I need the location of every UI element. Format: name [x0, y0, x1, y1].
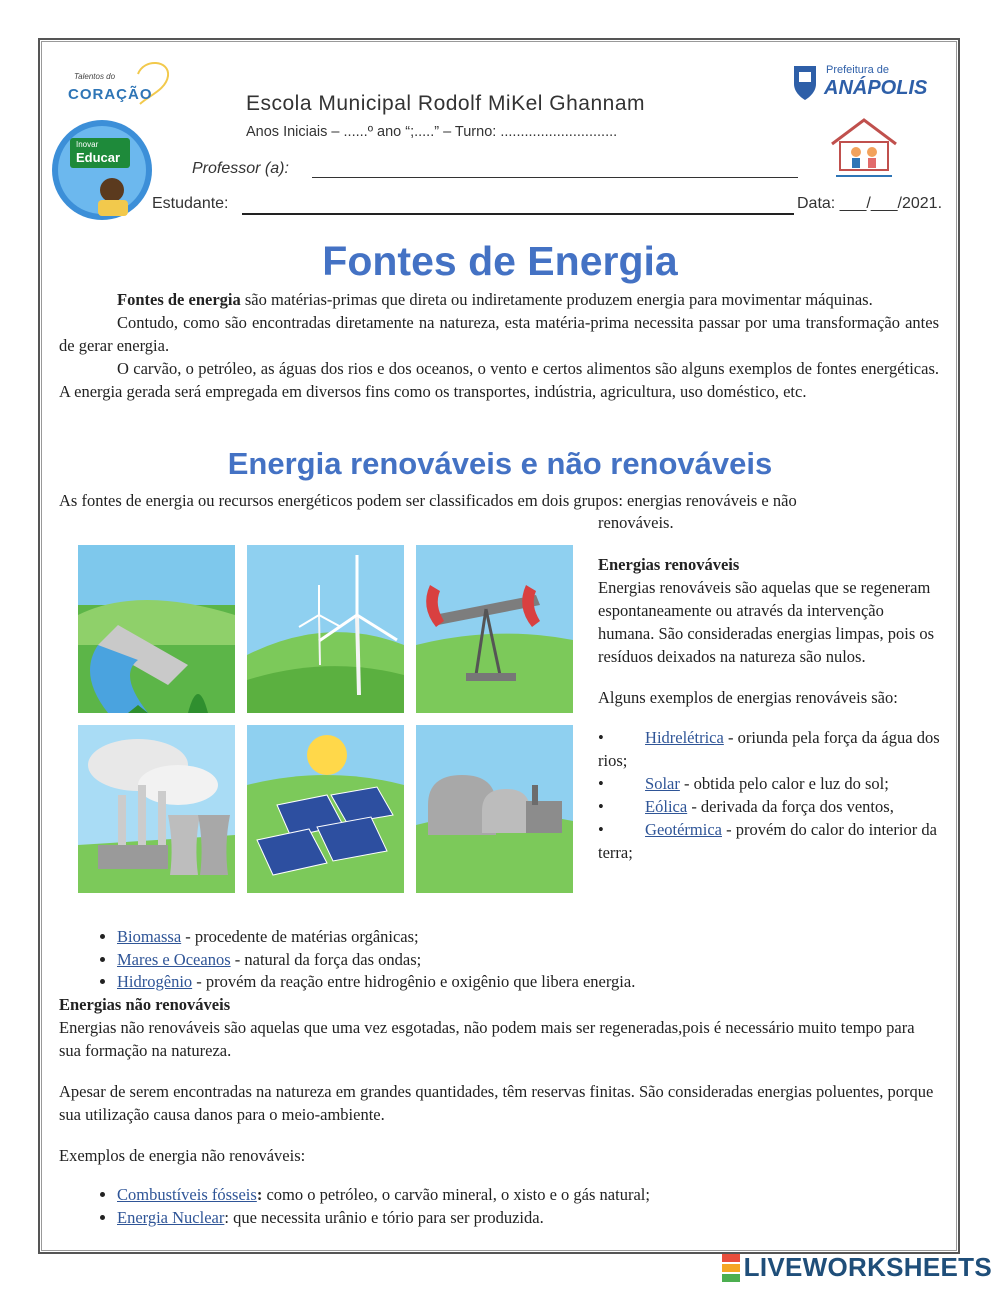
wind-image: [247, 545, 404, 713]
badge-text-2: Educar: [76, 150, 121, 165]
house-icon: [826, 116, 902, 182]
list-item-text: - oriunda pela força da água dos rios;: [598, 728, 940, 770]
hydroelectric-image: [78, 545, 235, 713]
logo-brand: CORAÇÃO: [68, 86, 153, 103]
intro-paragraph-3: O carvão, o petróleo, as águas dos rios e dos oceanos, o vento e certos alimentos são alguns exemplos de fontes energéticas. A energia gerada será empregada em diversos fins como os transportes, indústria, agricultura, uso doméstico, etc.: [59, 359, 939, 401]
classification-text-cont: renováveis.: [598, 513, 674, 532]
coat-of-arms-icon: [790, 62, 820, 102]
list-item: • Hidrelétrica - oriunda pela força da água dos rios;: [598, 728, 940, 770]
renewable-list-right: [598, 726, 943, 864]
list-item: • Geotérmica - provém do calor do interior da terra;: [598, 820, 937, 862]
renewable-heading: Energias renováveis: [598, 555, 740, 574]
liveworksheets-watermark: [722, 1252, 992, 1283]
solar-panels-image: [247, 725, 404, 893]
list-item: [117, 1184, 939, 1207]
list-item-separator: :: [256, 1185, 263, 1204]
list-item-text: - derivada da força dos ventos,: [687, 797, 894, 816]
watermark-text: LIVEWORKSHEETS: [743, 1252, 992, 1282]
student-label: Estudante:: [152, 195, 229, 212]
list-item: [117, 1207, 939, 1230]
hidreletrica-link[interactable]: Hidrelétrica: [645, 728, 724, 747]
list-item: • Solar - obtida pelo calor e luz do sol;: [598, 774, 889, 793]
intro-bold-term: Fontes de energia: [117, 290, 241, 309]
energia-nuclear-link[interactable]: Energia Nuclear: [117, 1207, 225, 1227]
prefeitura-caption: Prefeitura de: [826, 64, 889, 76]
list-item-text: - provém da reação entre hidrogênio e oxigênio que libera energia.: [192, 972, 636, 991]
logo-caption: Talentos do: [74, 72, 116, 81]
coracao-logo: [60, 56, 180, 116]
classification-text: As fontes de energia ou recursos energéticos podem ser classificados em dois grupos: energias renováveis e não: [59, 491, 797, 510]
energy-sources-illustration: [78, 545, 572, 893]
prefeitura-logo: [790, 62, 928, 106]
nonrenewable-description-2: Apesar de serem encontradas na natureza em grandes quantidades, têm reservas finitas. São consideradas energias poluentes, porque sua utilização causa danos para o meio-ambiente.: [59, 1082, 934, 1124]
badge-text-1: Inovar: [76, 140, 99, 149]
page-title: Fontes de Energia: [322, 238, 678, 284]
list-item: [117, 926, 939, 949]
prefeitura-city: ANÁPOLIS: [824, 77, 928, 99]
list-item-text: como o petróleo, o carvão mineral, o xisto e o gás natural;: [262, 1185, 650, 1204]
biomassa-link[interactable]: Biomassa: [117, 927, 182, 946]
renewable-list-bottom: [59, 926, 939, 994]
list-item-text: - provém do calor do interior da terra;: [598, 820, 937, 862]
date-field: Data: ___/___/2021.: [797, 195, 943, 212]
renewable-section: [598, 553, 943, 864]
professor-field[interactable]: [312, 177, 798, 178]
oil-pump-image: [416, 545, 573, 713]
intro-section: [59, 288, 939, 403]
student-field[interactable]: [242, 213, 794, 215]
inovar-educar-logo: [46, 118, 158, 222]
nonrenewable-heading: Energias não renováveis: [59, 995, 231, 1014]
list-item: [117, 971, 939, 994]
list-item: [117, 949, 939, 972]
grade-line: Anos Iniciais – ......º ano “;.....” – Turno: .............................: [246, 124, 618, 140]
nuclear-plant-image: [416, 725, 573, 893]
power-plant-image: [78, 725, 235, 893]
intro-paragraph-1: [59, 288, 939, 311]
intro-p1-text: são matérias-primas que direta ou indiretamente produzem energia para movimentar máquinas.: [240, 290, 873, 309]
geotermica-link[interactable]: Geotérmica: [645, 820, 722, 839]
intro-paragraph-2: Contudo, como são encontradas diretamente na natureza, esta matéria-prima necessita passar por uma transformação antes de gerar energia.: [59, 313, 939, 355]
list-item: • Eólica - derivada da força dos ventos,: [598, 797, 894, 816]
combustiveis-fosseis-link[interactable]: Combustíveis fósseis: [117, 1185, 257, 1204]
list-item-text: - obtida pelo calor e luz do sol;: [679, 774, 889, 793]
list-item-text: : que necessita urânio e tório para ser produzida.: [224, 1207, 544, 1227]
hidrogenio-link[interactable]: Hidrogênio: [117, 972, 193, 991]
eolica-link[interactable]: Eólica: [645, 797, 688, 816]
renewable-examples-intro: Alguns exemplos de energias renováveis são:: [598, 688, 898, 707]
professor-label: Professor (a):: [192, 160, 289, 177]
renewable-description: Energias renováveis são aquelas que se regeneram espontaneamente ou através da intervenção humana. São consideradas energias limpas, pois os resíduos deixados na natureza são nulos.: [598, 578, 935, 666]
list-item-text: - natural da força das ondas;: [230, 949, 422, 969]
list-item-text: - procedente de matérias orgânicas;: [181, 927, 419, 946]
school-house-logo: [826, 116, 902, 182]
solar-link[interactable]: Solar: [645, 774, 680, 793]
liveworksheets-logo-icon: [722, 1253, 740, 1283]
section-title: Energia renováveis e não renováveis: [227, 446, 773, 481]
nonrenewable-section: [59, 993, 939, 1229]
nonrenewable-examples-intro: Exemplos de energia não renováveis:: [59, 1146, 306, 1165]
mares-oceanos-link[interactable]: Mares e Oceanos: [117, 949, 231, 969]
school-name: Escola Municipal Rodolf MiKel Ghannam: [246, 92, 646, 115]
nonrenewable-description: Energias não renováveis são aquelas que uma vez esgotadas, não podem mais ser regeneradas,pois é necessário muito tempo para sua formação na natureza.: [59, 1018, 915, 1060]
